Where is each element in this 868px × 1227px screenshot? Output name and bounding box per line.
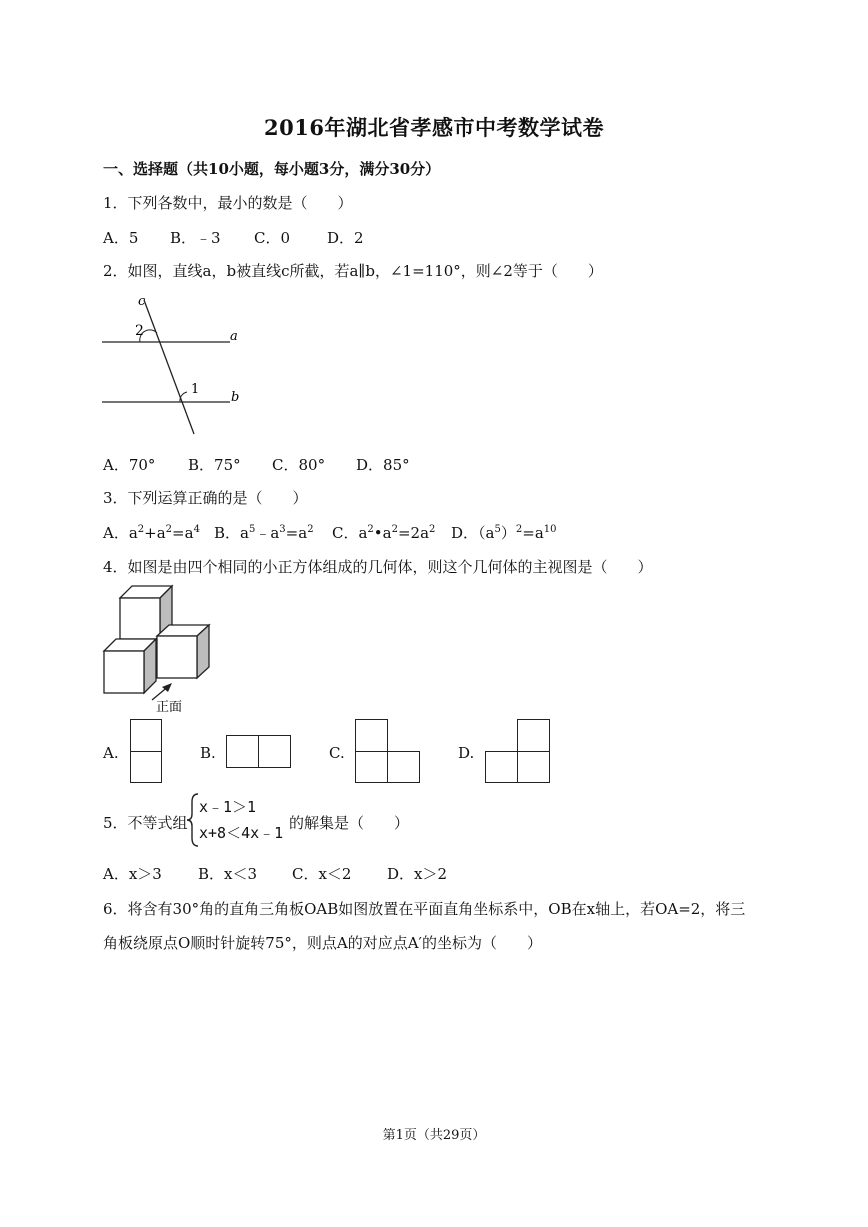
question-4-stem: 4．如图是由四个相同的小正方体组成的几何体，则这个几何体的主视图是（ ）	[103, 558, 653, 576]
question-2-stem: 2．如图，直线a，b被直线c所截，若a∥b，∠1=110°，则∠2等于（ ）	[103, 262, 603, 280]
q4-option-c-label: C.	[329, 744, 345, 762]
q2-option-c: C．80°	[272, 456, 326, 474]
front-view-label: 正面	[156, 700, 183, 714]
q3-option-b: B．$a^5﹣a^3=a^2$	[214, 524, 314, 542]
parallel-lines-figure	[100, 290, 250, 440]
q5-option-c: C．x＜2	[292, 865, 352, 883]
question-1-stem: 1．下列各数中，最小的数是（ ）	[103, 194, 353, 212]
angle-1-label: 1	[191, 382, 200, 397]
q5-option-d: D．x＞2	[387, 865, 448, 883]
q4-option-c-view	[355, 719, 420, 783]
q5-option-b: B．x＜3	[198, 865, 258, 883]
q1-option-d: D．2	[327, 229, 364, 247]
line-a-label: a	[230, 329, 238, 344]
q4-option-a-view	[130, 719, 162, 783]
q4-option-d-view	[485, 719, 550, 783]
q2-option-d: D．85°	[356, 456, 410, 474]
line-b-label: b	[231, 390, 240, 405]
cubes-figure	[100, 584, 215, 714]
section-heading: 一、选择题（共10小题，每小题3分，满分30分）	[103, 160, 441, 178]
q4-option-d-label: D.	[458, 744, 475, 762]
q2-option-b: B．75°	[188, 456, 241, 474]
page-footer: 第1页（共29页）	[382, 1128, 486, 1143]
question-6-line-1: 6．将含有30°角的直角三角板OAB如图放置在平面直角坐标系中，OB在x轴上，若OA=2，将三	[103, 900, 746, 918]
page-title: 2016年湖北省孝感市中考数学试卷	[264, 115, 604, 140]
inequality-1: x﹣1＞1	[199, 798, 257, 816]
question-5-prefix: 5．不等式组	[103, 814, 188, 832]
question-3-stem: 3．下列运算正确的是（ ）	[103, 489, 308, 507]
system-brace	[186, 792, 200, 848]
q4-option-a-label: A.	[103, 744, 119, 762]
q2-option-a: A．70°	[103, 456, 156, 474]
q3-option-a: A．$a^2+a^2=a^4$	[103, 524, 200, 542]
q1-option-b: B．﹣3	[170, 229, 221, 247]
q3-option-d: D．$(a^5)^2=a^{10}$	[451, 524, 557, 542]
inequality-2: x+8＜4x﹣1	[199, 824, 284, 842]
q4-option-b-view	[226, 735, 291, 768]
question-5-suffix: 的解集是（ ）	[289, 814, 410, 832]
q3-option-c: C．$a^2•a^2=2a^2$	[332, 524, 436, 542]
q1-option-c: C．0	[254, 229, 291, 247]
q1-option-a: A．5	[103, 229, 139, 247]
angle-2-label: 2	[135, 323, 144, 339]
q5-option-a: A．x＞3	[103, 865, 162, 883]
line-c-label: c	[138, 294, 146, 309]
question-6-line-2: 角板绕原点O顺时针旋转75°，则点A的对应点A′的坐标为（ ）	[103, 934, 542, 952]
q4-option-b-label: B.	[200, 744, 216, 762]
